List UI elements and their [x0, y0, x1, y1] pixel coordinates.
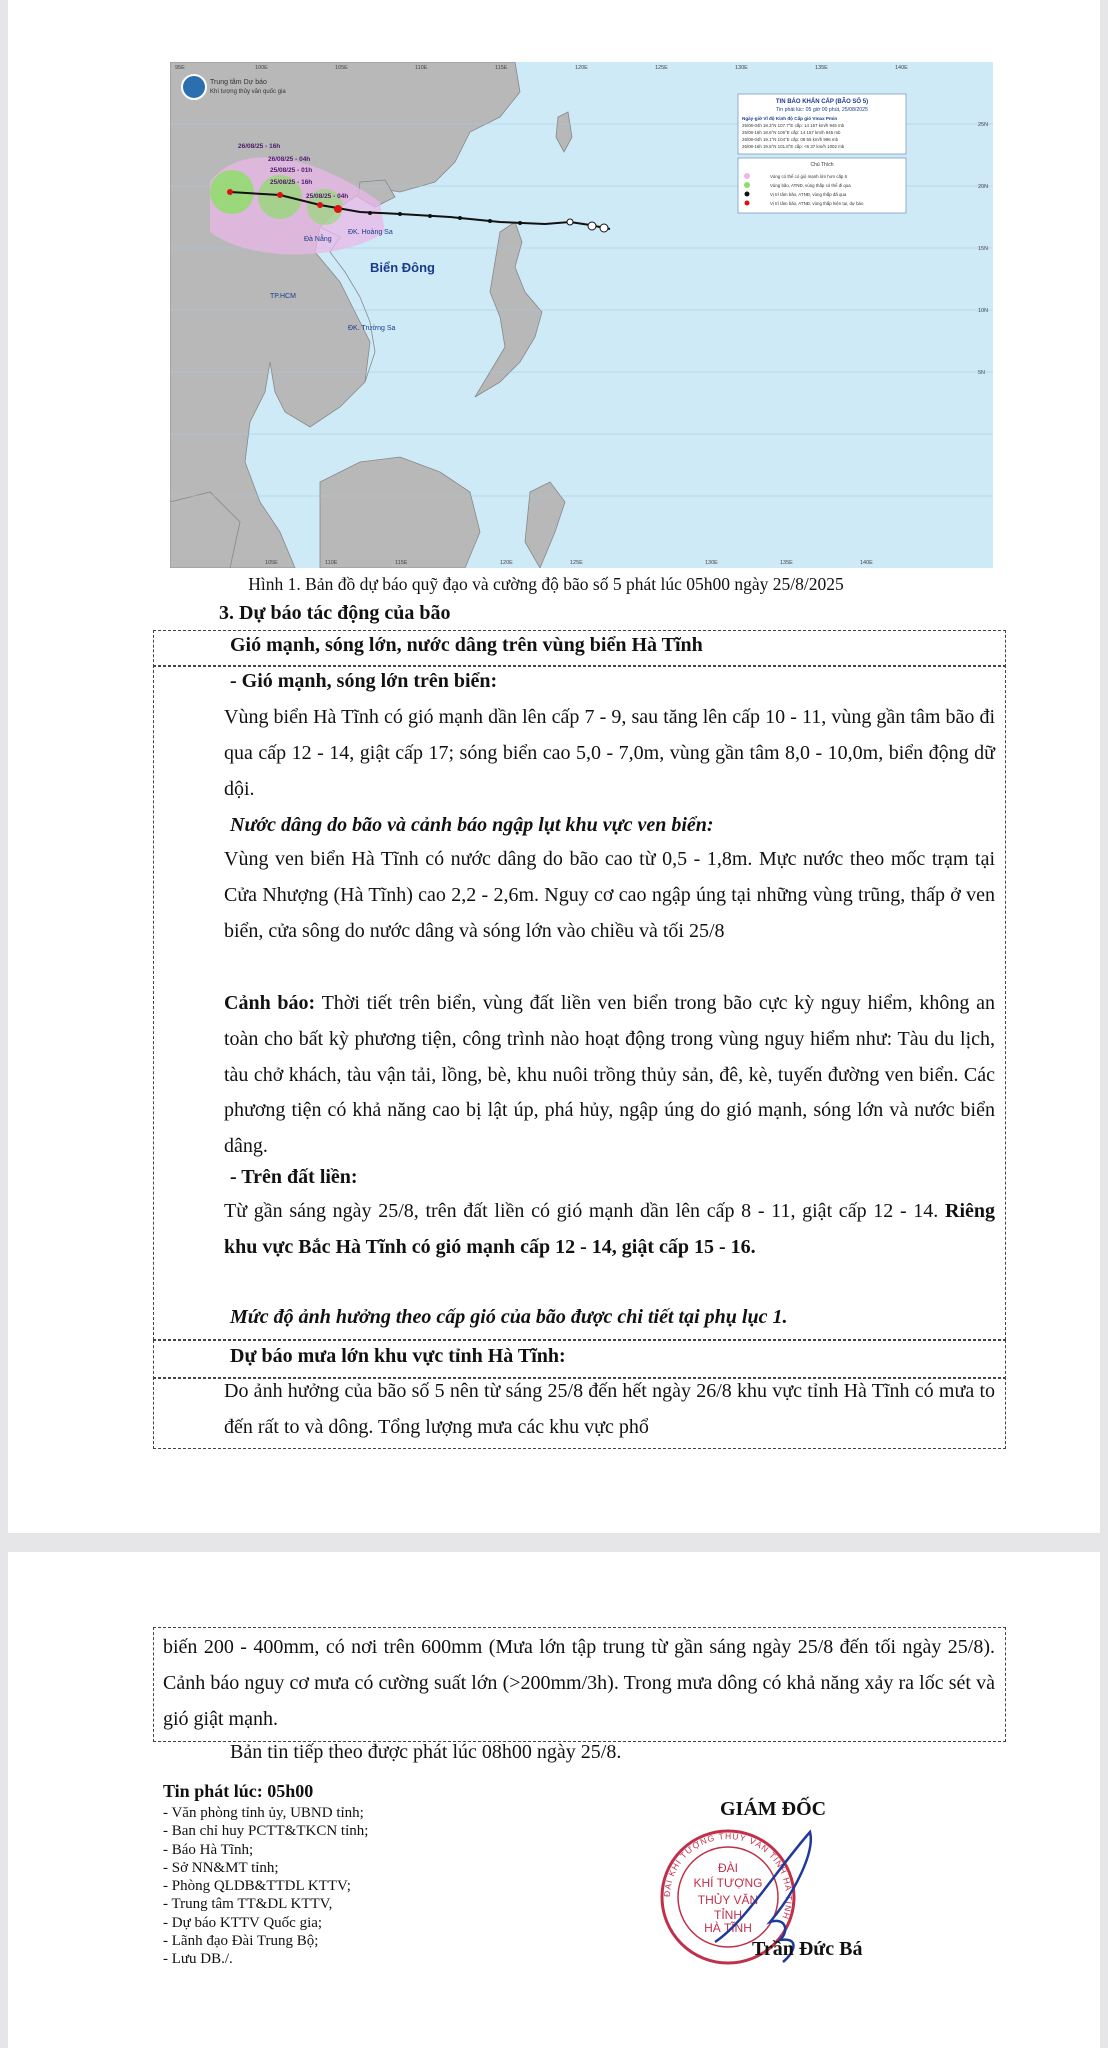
lon-tick-bottom: 105E	[265, 560, 278, 566]
lat-tick: 25N	[978, 122, 989, 128]
lon-tick: 105E	[335, 65, 348, 71]
past-point	[458, 216, 462, 220]
place-bien-dong: Biển Đông	[370, 260, 435, 275]
legend-title: Chú Thích	[810, 162, 834, 168]
recipient-item: - Sở NN&MT tỉnh;	[163, 1859, 279, 1876]
lon-tick-bottom: 110E	[325, 560, 338, 566]
info-header: Ngày-giờ Vĩ độ Kinh độ Cấp gió Vmax Pmin	[742, 116, 838, 121]
section-heading: 3. Dự báo tác động của bão	[219, 602, 451, 624]
issued-title: Tin phát lúc: 05h00	[163, 1781, 314, 1801]
lon-tick-bottom: 130E	[705, 560, 718, 566]
signer-title: GIÁM ĐỐC	[720, 1798, 827, 1820]
lon-tick: 120E	[575, 65, 588, 71]
seal-line: THỦY VĂN	[697, 1893, 759, 1907]
current-position	[334, 205, 342, 213]
recipient-item: - Dự báo KTTV Quốc gia;	[163, 1914, 323, 1931]
info-issued: Tin phát lúc: 05 giờ 00 phút, 25/08/2025	[776, 107, 868, 113]
info-row: 26/08-04h 19.1°N 104°E cấp: 08 65 km/h 996 mb	[742, 137, 839, 142]
paragraph	[163, 1194, 995, 1266]
lon-tick: 140E	[895, 65, 908, 71]
lon-tick: 135E	[815, 65, 828, 71]
lon-tick: 110E	[415, 65, 428, 71]
subheading: - Gió mạnh, sóng lớn trên biển:	[230, 670, 498, 692]
lon-tick-bottom: 140E	[860, 560, 873, 566]
paragraph	[163, 1374, 995, 1446]
place-hoang-sa: ĐK. Hoàng Sa	[348, 229, 393, 236]
seal-line: HÀ TĨNH	[704, 1921, 752, 1935]
seal-line: TỈNH	[714, 1908, 742, 1922]
forecast-info-panel	[738, 94, 906, 213]
lon-tick-bottom: 120E	[500, 560, 513, 566]
place-da-nang: Đà Nẵng	[304, 236, 332, 243]
info-row: 25/08-04h 18.3°N 107.7°E cấp: 14 157 km/h 945 mb	[742, 123, 845, 128]
paragraph-text: Vùng biển Hà Tĩnh có gió mạnh dần lên cấp 7 - 9, sau tăng lên cấp 10 - 11, vùng gần tâm bão đi qua cấp 12 - 14, giật cấp 17; sóng biển cao 5,0 - 7,0m, vùng gần tâm 8,0 - 10,0m, biển động dữ dội.	[224, 706, 995, 800]
storm-track-map	[170, 62, 993, 568]
subheading: Mức độ ảnh hưởng theo cấp gió của bão được chi tiết tại phụ lục 1.	[230, 1306, 788, 1328]
box-title: Dự báo mưa lớn khu vực tỉnh Hà Tĩnh:	[230, 1345, 566, 1367]
recipient-item: - Phòng QLDB&TTDL KTTV;	[163, 1878, 351, 1895]
recipient-item: - Lãnh đạo Đài Trung Bộ;	[163, 1933, 319, 1950]
seal-line: ĐÀI	[717, 1861, 739, 1875]
place-tp-hcm: TP.HCM	[270, 293, 296, 300]
legend-item: Vị trí tâm bão, ATNĐ, vùng thấp hiện tại, dự báo	[770, 201, 864, 206]
map-agency-line1: Trung tâm Dự báo	[210, 79, 267, 86]
lat-tick: 10N	[978, 308, 989, 314]
legend-item: Vùng có thể có gió mạnh lớn hơn cấp 6	[770, 174, 848, 179]
lon-tick-bottom: 125E	[570, 560, 583, 566]
recipient-item: - Văn phòng tỉnh ủy, UBND tỉnh;	[163, 1805, 364, 1821]
lon-tick-bottom: 115E	[395, 560, 408, 566]
map-agency-line2: Khí tượng thủy văn quốc gia	[210, 89, 286, 95]
paragraph-bold: Riêng khu vực Bắc Hà Tĩnh có gió mạnh cấp 12 - 14, giật cấp 15 - 16.	[224, 1200, 995, 1258]
legend-item: Vùng bão, ATNĐ, vùng thấp có thể đi qua	[770, 183, 851, 188]
lat-tick: 5N	[978, 370, 986, 376]
recipient-item: - Trung tâm TT&DL KTTV,	[163, 1896, 333, 1913]
track-label: 26/08/25 - 04h	[268, 156, 311, 163]
info-row: 26/08-16h 19.6°N 101.8°E cấp: <6 37 km/h 1002 mb	[742, 144, 845, 149]
warning-text: Thời tiết trên biển, vùng đất liền ven biển trong bão cực kỳ nguy hiểm, không an toàn cho bất kỳ phương tiện, công trình nào hoạt động trong vùng nguy hiểm như: Tàu du lịch, tàu chở khách, tàu vận tải, lồng, bè, khu nuôi trồng thủy sản, đê, kè, tuyến đường ven biển. Các phương tiện có khả năng cao bị lật úp, phá hủy, ngập úng do gió mạnh, sóng lớn và nước biển dâng.	[224, 992, 995, 1158]
track-label: 25/08/25 - 16h	[270, 179, 313, 186]
subheading: Nước dâng do bão và cảnh báo ngập lụt khu vực ven biển:	[230, 814, 714, 836]
paragraph	[163, 1630, 995, 1737]
warning-label: Cảnh báo:	[224, 992, 316, 1014]
lon-tick-bottom: 135E	[780, 560, 793, 566]
paragraph-text: Vùng ven biển Hà Tĩnh có nước dâng do bão cao từ 0,5 - 1,8m. Mực nước theo mốc trạm tại Cửa Nhượng (Hà Tĩnh) cao 2,2 - 2,6m. Nguy cơ cao ngập úng tại những vùng trũng, thấp ở ven biển, cửa sông do nước dâng và sóng lớn vào chiều và tối 25/8	[224, 848, 995, 942]
past-point-open	[600, 224, 608, 232]
seal-ring-text: ĐÀI KHÍ TƯỢNG THỦY VĂN TỈNH HÀ TĨNH	[661, 1830, 795, 1921]
past-point	[368, 211, 372, 215]
lat-tick: 15N	[978, 246, 989, 252]
lon-tick: 115E	[495, 65, 508, 71]
track-label: 25/08/25 - 04h	[306, 193, 349, 200]
track-label: 25/08/25 - 01h	[270, 167, 313, 174]
forecast-point-2	[277, 192, 283, 198]
forecast-point-1	[227, 189, 233, 195]
signer-name: Trần Đức Bá	[752, 1938, 863, 1960]
forecast-point-3	[317, 202, 323, 208]
recipient-item: - Ban chỉ huy PCTT&TKCN tỉnh;	[163, 1823, 369, 1840]
past-point	[398, 212, 402, 216]
next-bulletin: Bản tin tiếp theo được phát lúc 08h00 ngày 25/8.	[230, 1741, 622, 1763]
box-title: Gió mạnh, sóng lớn, nước dâng trên vùng biển Hà Tĩnh	[230, 634, 703, 656]
legend-item: Vị trí tâm bão, ATNĐ, vùng thấp đã qua	[770, 192, 847, 197]
recipient-list	[163, 1804, 368, 1969]
past-point	[518, 221, 522, 225]
paragraph-text: Do ảnh hưởng của bão số 5 nên từ sáng 25/8 đến hết ngày 26/8 khu vực tỉnh Hà Tĩnh có mưa to đến rất to và dông. Tổng lượng mưa các khu vực phổ	[224, 1380, 995, 1438]
info-title: TIN BÁO KHẨN CẤP (BÃO SỐ 5)	[775, 99, 869, 105]
info-row: 25/08-16h 18.6°N 106°E cấp: 14 157 km/h 945 mb	[742, 130, 841, 135]
lon-tick: 125E	[655, 65, 668, 71]
lon-tick: 130E	[735, 65, 748, 71]
paragraph-text: Từ gần sáng ngày 25/8, trên đất liền có gió mạnh dần lên cấp 8 - 11, giật cấp 12 - 14.	[224, 1200, 945, 1222]
past-point	[488, 219, 492, 223]
place-truong-sa: ĐK. Trường Sa	[348, 325, 396, 332]
paragraph	[163, 842, 995, 949]
lat-tick: 20N	[978, 184, 989, 190]
recipient-item: - Lưu DB./.	[163, 1951, 233, 1968]
past-point	[428, 214, 432, 218]
subheading: - Trên đất liền:	[230, 1166, 358, 1188]
past-point-open	[567, 219, 573, 225]
track-label: 26/08/25 - 16h	[238, 143, 281, 150]
past-point-open	[588, 222, 596, 230]
recipient-item: - Báo Hà Tĩnh;	[163, 1841, 254, 1858]
seal-line: KHÍ TƯỢNG	[693, 1876, 763, 1890]
paragraph	[163, 700, 995, 807]
lon-tick: 95E	[175, 65, 185, 71]
paragraph-text: biến 200 - 400mm, có nơi trên 600mm (Mưa lớn tập trung từ gần sáng ngày 25/8 đến tối ngày 25/8). Cảnh báo nguy cơ mưa có cường suất lớn (>200mm/3h). Trong mưa dông có khả năng xảy ra lốc sét và gió giật mạnh.	[163, 1636, 995, 1730]
agency-logo-icon	[182, 75, 206, 99]
paragraph	[163, 986, 995, 1165]
lon-tick: 100E	[255, 65, 268, 71]
figure-caption: Hình 1. Bản đồ dự báo quỹ đạo và cường độ bão số 5 phát lúc 05h00 ngày 25/8/2025	[248, 574, 844, 594]
